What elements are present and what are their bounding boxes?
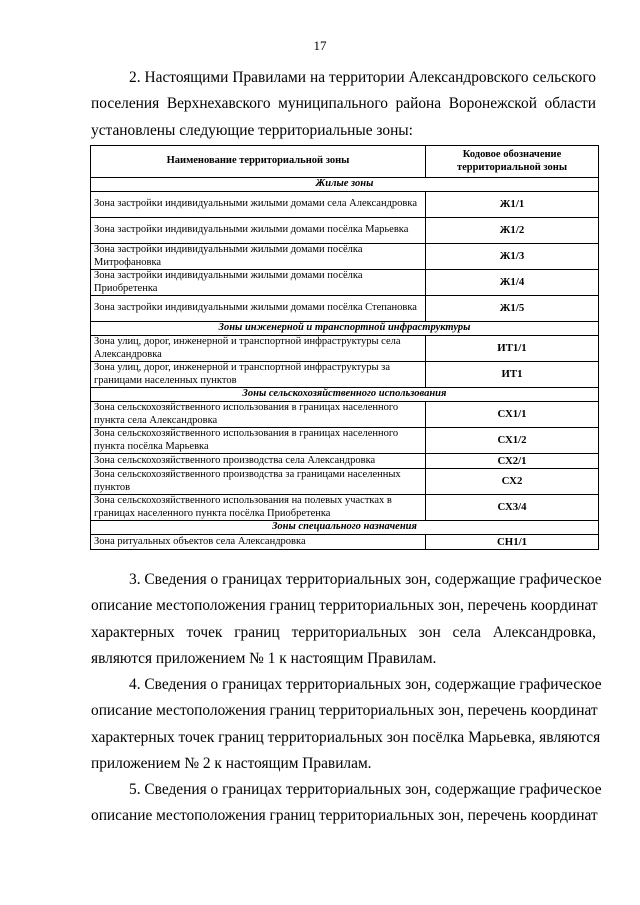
territorial-zones-table xyxy=(90,145,599,550)
text-line: описание местоположения границ территориальных зон, перечень координат xyxy=(91,702,598,720)
text-line: установлены следующие территориальные зоны: xyxy=(91,121,413,139)
zone-code: ИТ1/1 xyxy=(426,336,599,362)
intro-paragraph xyxy=(91,65,596,144)
section-title: Жилые зоны xyxy=(91,178,599,192)
table-row xyxy=(91,362,599,388)
table-row xyxy=(91,535,599,550)
table-row xyxy=(91,469,599,495)
zone-code: Ж1/5 xyxy=(426,296,599,322)
table-row xyxy=(91,336,599,362)
zone-name: Зона застройки индивидуальными жилыми домами посёлка Степановка xyxy=(91,296,426,322)
text-line: описание местоположения границ территориальных зон, перечень координат xyxy=(91,807,598,825)
table-header-row xyxy=(91,146,599,178)
table-row xyxy=(91,454,599,469)
zone-code: ИТ1 xyxy=(426,362,599,388)
zone-name: Зона сельскохозяйственного производства села Александровка xyxy=(91,454,426,469)
section-row xyxy=(91,521,599,535)
table-row xyxy=(91,244,599,270)
paragraph-4 xyxy=(91,672,602,777)
column-header-code: Кодовое обозначение территориальной зоны xyxy=(426,146,599,178)
table-row xyxy=(91,192,599,218)
text-line: являются приложением № 1 к настоящим Правилам. xyxy=(91,649,437,667)
text-line: характерных точек границ территориальных зон села Александровка, xyxy=(91,623,596,641)
text-line: характерных точек границ территориальных зон посёлка Марьевка, являются xyxy=(91,728,601,746)
zone-code: Ж1/1 xyxy=(426,192,599,218)
table-row xyxy=(91,218,599,244)
text-line: 2. Настоящими Правилами на территории Александровского сельского xyxy=(129,69,596,86)
zone-name: Зона сельскохозяйственного использования в границах населенного пункта посёлка Марьевка xyxy=(91,428,426,454)
zone-code: СХ1/1 xyxy=(426,402,599,428)
section-row xyxy=(91,322,599,336)
paragraph-3 xyxy=(91,567,602,672)
section-row xyxy=(91,388,599,402)
page-number: 17 xyxy=(313,38,327,53)
zone-code: СХ2 xyxy=(426,469,599,495)
text-line: описание местоположения границ территориальных зон, перечень координат xyxy=(91,597,598,615)
zone-name: Зона застройки индивидуальными жилыми домами посёлка Митрофановка xyxy=(91,244,426,270)
text-line: поселения Верхнехавского муниципального района Воронежской области xyxy=(91,95,596,113)
table-row xyxy=(91,402,599,428)
zone-code: СХ3/4 xyxy=(426,495,599,521)
text-line: 4. Сведения о границах территориальных зон, содержащие графическое xyxy=(129,676,602,693)
zone-code: Ж1/3 xyxy=(426,244,599,270)
table-row xyxy=(91,270,599,296)
zone-name: Зона сельскохозяйственного использования в границах населенного пункта села Александровка xyxy=(91,402,426,428)
zone-name: Зона застройки индивидуальными жилыми домами посёлка Марьевка xyxy=(91,218,426,244)
section-title: Зоны сельскохозяйственного использования xyxy=(91,388,599,402)
zone-name: Зона сельскохозяйственного производства за границами населенных пунктов xyxy=(91,469,426,495)
section-title: Зоны специального назначения xyxy=(91,521,599,535)
paragraph-5 xyxy=(91,777,602,830)
zone-name: Зона застройки индивидуальными жилыми домами посёлка Приобретенка xyxy=(91,270,426,296)
zone-name: Зона застройки индивидуальными жилыми домами села Александровка xyxy=(91,192,426,218)
zone-code: Ж1/2 xyxy=(426,218,599,244)
text-line: 3. Сведения о границах территориальных зон, содержащие графическое xyxy=(129,571,602,588)
zone-code: Ж1/4 xyxy=(426,270,599,296)
table-row xyxy=(91,428,599,454)
table-row xyxy=(91,296,599,322)
section-title: Зоны инженерной и транспортной инфраструктуры xyxy=(91,322,599,336)
column-header-name: Наименование территориальной зоны xyxy=(91,146,426,178)
zone-code: СХ1/2 xyxy=(426,428,599,454)
table-row xyxy=(91,495,599,521)
zone-name: Зона сельскохозяйственного использования на полевых участках в границах населенного пункта посёлка Приобретенка xyxy=(91,495,426,521)
zone-name: Зона ритуальных объектов села Александровка xyxy=(91,535,426,550)
text-line: приложением № 2 к настоящим Правилам. xyxy=(91,754,372,772)
section-row xyxy=(91,178,599,192)
zone-name: Зона улиц, дорог, инженерной и транспортной инфраструктуры села Александровка xyxy=(91,336,426,362)
zone-name: Зона улиц, дорог, инженерной и транспортной инфраструктуры за границами населенных пунктов xyxy=(91,362,426,388)
zone-code: СН1/1 xyxy=(426,535,599,550)
zone-code: СХ2/1 xyxy=(426,454,599,469)
text-line: 5. Сведения о границах территориальных зон, содержащие графическое xyxy=(129,781,602,798)
